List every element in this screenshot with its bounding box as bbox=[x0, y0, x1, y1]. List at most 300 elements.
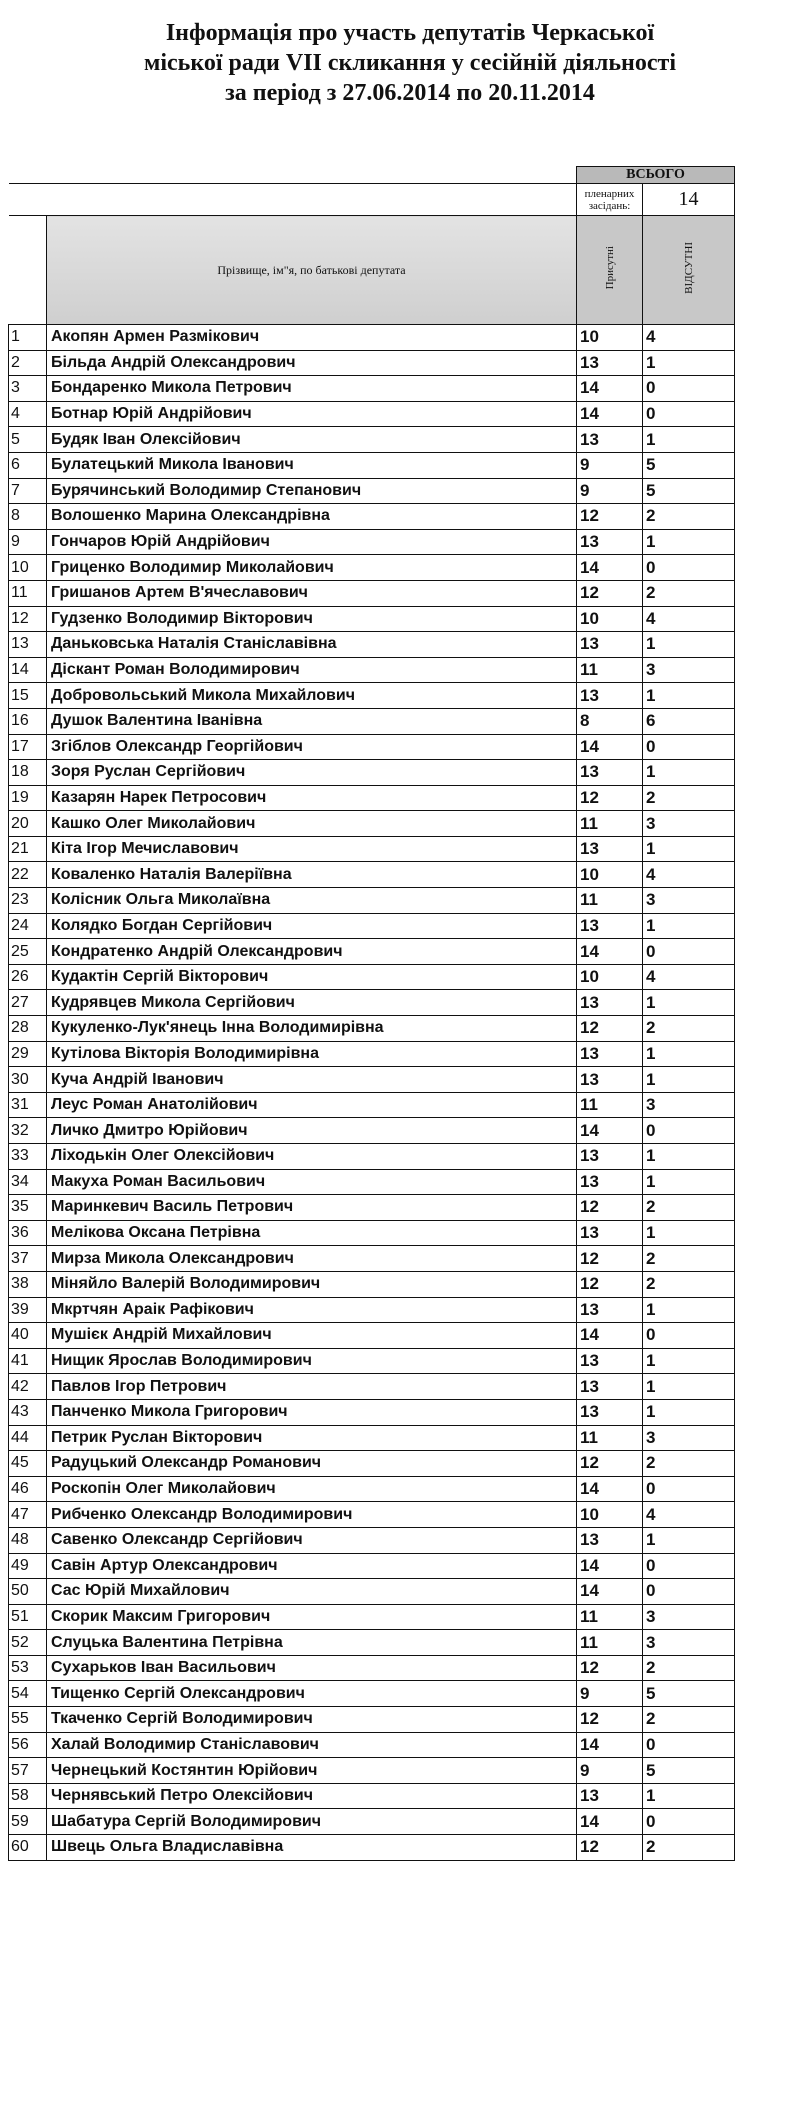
deputy-name: Личко Дмитро Юрійович bbox=[47, 1118, 577, 1144]
present-count: 13 bbox=[577, 683, 643, 709]
row-number: 47 bbox=[9, 1502, 47, 1528]
absent-count: 1 bbox=[643, 632, 735, 658]
deputy-name: Савенко Олександр Сергійович bbox=[47, 1527, 577, 1553]
table-row bbox=[9, 1144, 735, 1170]
table-row bbox=[9, 580, 735, 606]
absent-count: 0 bbox=[643, 376, 735, 402]
deputy-name: Колядко Богдан Сергійович bbox=[47, 913, 577, 939]
present-count: 9 bbox=[577, 478, 643, 504]
deputy-name: Бурячинський Володимир Степанович bbox=[47, 478, 577, 504]
row-number: 29 bbox=[9, 1041, 47, 1067]
absent-column-header bbox=[643, 216, 735, 325]
absent-count: 2 bbox=[643, 785, 735, 811]
row-number: 57 bbox=[9, 1758, 47, 1784]
deputy-name: Гриценко Володимир Миколайович bbox=[47, 555, 577, 581]
present-count: 9 bbox=[577, 452, 643, 478]
row-number: 8 bbox=[9, 504, 47, 530]
table-row bbox=[9, 990, 735, 1016]
absent-count: 5 bbox=[643, 478, 735, 504]
table-row bbox=[9, 427, 735, 453]
deputy-name: Ліходькін Олег Олексійович bbox=[47, 1144, 577, 1170]
row-number: 36 bbox=[9, 1220, 47, 1246]
header-spacer bbox=[47, 167, 577, 184]
row-number: 11 bbox=[9, 580, 47, 606]
table-row bbox=[9, 785, 735, 811]
table-row bbox=[9, 939, 735, 965]
table-row bbox=[9, 760, 735, 786]
table-row bbox=[9, 1758, 735, 1784]
table-row bbox=[9, 1323, 735, 1349]
row-number: 59 bbox=[9, 1809, 47, 1835]
row-number: 39 bbox=[9, 1297, 47, 1323]
absent-count: 0 bbox=[643, 1476, 735, 1502]
table-row bbox=[9, 1425, 735, 1451]
table-row bbox=[9, 964, 735, 990]
deputy-name: Павлов Ігор Петрович bbox=[47, 1374, 577, 1400]
deputy-name: Леус Роман Анатолійович bbox=[47, 1092, 577, 1118]
present-column-header bbox=[577, 216, 643, 325]
deputy-name: Кашко Олег Миколайович bbox=[47, 811, 577, 837]
row-number: 25 bbox=[9, 939, 47, 965]
present-count: 10 bbox=[577, 606, 643, 632]
deputy-name: Савін Артур Олександрович bbox=[47, 1553, 577, 1579]
deputy-name: Ботнар Юрій Андрійович bbox=[47, 401, 577, 427]
row-number: 55 bbox=[9, 1707, 47, 1733]
absent-count: 2 bbox=[643, 1707, 735, 1733]
present-count: 13 bbox=[577, 836, 643, 862]
present-count: 14 bbox=[577, 376, 643, 402]
present-count: 14 bbox=[577, 1553, 643, 1579]
present-count: 12 bbox=[577, 1271, 643, 1297]
row-number: 60 bbox=[9, 1835, 47, 1861]
row-number: 48 bbox=[9, 1527, 47, 1553]
row-number: 23 bbox=[9, 888, 47, 914]
deputy-name: Куча Андрій Іванович bbox=[47, 1067, 577, 1093]
table-row bbox=[9, 1297, 735, 1323]
row-number: 3 bbox=[9, 376, 47, 402]
deputy-name: Волошенко Марина Олександрівна bbox=[47, 504, 577, 530]
row-number: 44 bbox=[9, 1425, 47, 1451]
header-spacer bbox=[9, 167, 47, 184]
absent-count: 2 bbox=[643, 1451, 735, 1477]
absent-count: 3 bbox=[643, 1092, 735, 1118]
row-number: 40 bbox=[9, 1323, 47, 1349]
table-row bbox=[9, 606, 735, 632]
row-number: 10 bbox=[9, 555, 47, 581]
absent-count: 1 bbox=[643, 427, 735, 453]
row-number: 17 bbox=[9, 734, 47, 760]
row-number: 35 bbox=[9, 1195, 47, 1221]
deputy-name: Будяк Іван Олексійович bbox=[47, 427, 577, 453]
absent-count: 1 bbox=[643, 1374, 735, 1400]
present-count: 13 bbox=[577, 1220, 643, 1246]
deputy-name: Швець Ольга Владиславівна bbox=[47, 1835, 577, 1861]
deputy-name: Петрик Руслан Вікторович bbox=[47, 1425, 577, 1451]
absent-count: 0 bbox=[643, 1732, 735, 1758]
row-number: 43 bbox=[9, 1399, 47, 1425]
absent-count: 0 bbox=[643, 401, 735, 427]
row-number: 6 bbox=[9, 452, 47, 478]
table-row bbox=[9, 1835, 735, 1861]
absent-count: 0 bbox=[643, 1809, 735, 1835]
present-count: 13 bbox=[577, 1144, 643, 1170]
row-number: 27 bbox=[9, 990, 47, 1016]
row-number: 41 bbox=[9, 1348, 47, 1374]
absent-count: 3 bbox=[643, 811, 735, 837]
name-column-header: Прізвище, ім"я, по батькові депутата bbox=[47, 216, 577, 325]
absent-count: 1 bbox=[643, 836, 735, 862]
row-number: 16 bbox=[9, 708, 47, 734]
present-count: 14 bbox=[577, 1809, 643, 1835]
table-row bbox=[9, 452, 735, 478]
deputy-name: Казарян Нарек Петросович bbox=[47, 785, 577, 811]
table-row bbox=[9, 1399, 735, 1425]
present-count: 14 bbox=[577, 1118, 643, 1144]
absent-count: 2 bbox=[643, 1655, 735, 1681]
present-count: 14 bbox=[577, 555, 643, 581]
table-row bbox=[9, 1041, 735, 1067]
present-count: 10 bbox=[577, 964, 643, 990]
table-row bbox=[9, 734, 735, 760]
deputy-name: Маринкевич Василь Петрович bbox=[47, 1195, 577, 1221]
present-count: 12 bbox=[577, 785, 643, 811]
deputy-name: Скорик Максим Григорович bbox=[47, 1604, 577, 1630]
deputy-name: Акопян Армен Размікович bbox=[47, 325, 577, 351]
absent-count: 5 bbox=[643, 452, 735, 478]
row-number: 5 bbox=[9, 427, 47, 453]
deputy-name: Коваленко Наталія Валеріївна bbox=[47, 862, 577, 888]
present-count: 14 bbox=[577, 1579, 643, 1605]
total-header: ВСЬОГО bbox=[577, 167, 735, 184]
absent-count: 1 bbox=[643, 1169, 735, 1195]
table-row bbox=[9, 1527, 735, 1553]
present-count: 14 bbox=[577, 939, 643, 965]
row-number: 2 bbox=[9, 350, 47, 376]
present-count: 13 bbox=[577, 350, 643, 376]
absent-count: 3 bbox=[643, 888, 735, 914]
deputy-name: Кондратенко Андрій Олександрович bbox=[47, 939, 577, 965]
deputy-name: Колісник Ольга Миколаївна bbox=[47, 888, 577, 914]
deputy-name: Зоря Руслан Сергійович bbox=[47, 760, 577, 786]
deputy-name: Добровольський Микола Михайлович bbox=[47, 683, 577, 709]
row-number: 31 bbox=[9, 1092, 47, 1118]
absent-count: 1 bbox=[643, 1348, 735, 1374]
title-line-2: міської ради VII скликання у сесійній діяльності bbox=[144, 50, 676, 76]
absent-count: 1 bbox=[643, 1297, 735, 1323]
deputy-name: Гудзенко Володимир Вікторович bbox=[47, 606, 577, 632]
number-column-header bbox=[9, 216, 47, 325]
present-count: 10 bbox=[577, 325, 643, 351]
present-count: 11 bbox=[577, 1630, 643, 1656]
absent-count: 1 bbox=[643, 1783, 735, 1809]
present-count: 13 bbox=[577, 1348, 643, 1374]
table-row bbox=[9, 1195, 735, 1221]
table-row bbox=[9, 1809, 735, 1835]
present-count: 12 bbox=[577, 1655, 643, 1681]
row-number: 1 bbox=[9, 325, 47, 351]
plenary-count: 14 bbox=[643, 184, 735, 216]
deputy-name: Сас Юрій Михайлович bbox=[47, 1579, 577, 1605]
row-number: 19 bbox=[9, 785, 47, 811]
table-row bbox=[9, 1553, 735, 1579]
present-count: 13 bbox=[577, 1783, 643, 1809]
row-number: 21 bbox=[9, 836, 47, 862]
deputy-name: Мелікова Оксана Петрівна bbox=[47, 1220, 577, 1246]
present-count: 13 bbox=[577, 632, 643, 658]
table-row bbox=[9, 1604, 735, 1630]
present-count: 13 bbox=[577, 1169, 643, 1195]
present-count: 9 bbox=[577, 1758, 643, 1784]
absent-count: 4 bbox=[643, 862, 735, 888]
table-row bbox=[9, 1655, 735, 1681]
deputy-name: Душок Валентина Іванівна bbox=[47, 708, 577, 734]
absent-count: 1 bbox=[643, 990, 735, 1016]
table-row bbox=[9, 836, 735, 862]
table-row bbox=[9, 529, 735, 555]
absent-count: 2 bbox=[643, 1016, 735, 1042]
present-count: 12 bbox=[577, 1246, 643, 1272]
table-row bbox=[9, 1092, 735, 1118]
row-number: 30 bbox=[9, 1067, 47, 1093]
deputy-name: Мкртчян Араік Рафікович bbox=[47, 1297, 577, 1323]
table-row bbox=[9, 1016, 735, 1042]
deputy-name: Чернявський Петро Олексійович bbox=[47, 1783, 577, 1809]
present-count: 8 bbox=[577, 708, 643, 734]
deputy-name: Згіблов Олександр Георгійович bbox=[47, 734, 577, 760]
present-count: 12 bbox=[577, 1451, 643, 1477]
deputy-name: Булатецький Микола Іванович bbox=[47, 452, 577, 478]
table-row bbox=[9, 555, 735, 581]
absent-count: 2 bbox=[643, 504, 735, 530]
deputy-name: Кутілова Вікторія Володимирівна bbox=[47, 1041, 577, 1067]
present-column-label: Присутні bbox=[603, 245, 616, 290]
present-count: 11 bbox=[577, 1092, 643, 1118]
present-count: 12 bbox=[577, 504, 643, 530]
present-count: 13 bbox=[577, 1297, 643, 1323]
deputy-name: Нищик Ярослав Володимирович bbox=[47, 1348, 577, 1374]
deputy-name: Гончаров Юрій Андрійович bbox=[47, 529, 577, 555]
deputy-name: Кіта Ігор Мечиславович bbox=[47, 836, 577, 862]
absent-count: 0 bbox=[643, 1118, 735, 1144]
table-row bbox=[9, 708, 735, 734]
deputy-name: Ткаченко Сергій Володимирович bbox=[47, 1707, 577, 1733]
present-count: 14 bbox=[577, 734, 643, 760]
absent-count: 1 bbox=[643, 529, 735, 555]
present-count: 14 bbox=[577, 1732, 643, 1758]
row-number: 42 bbox=[9, 1374, 47, 1400]
present-count: 12 bbox=[577, 580, 643, 606]
table-row bbox=[9, 1067, 735, 1093]
table-row bbox=[9, 1502, 735, 1528]
present-count: 9 bbox=[577, 1681, 643, 1707]
table-row bbox=[9, 376, 735, 402]
present-count: 12 bbox=[577, 1016, 643, 1042]
deputy-name: Мирза Микола Олександрович bbox=[47, 1246, 577, 1272]
absent-count: 3 bbox=[643, 1425, 735, 1451]
row-number: 4 bbox=[9, 401, 47, 427]
absent-count: 3 bbox=[643, 657, 735, 683]
deputy-name: Макуха Роман Васильович bbox=[47, 1169, 577, 1195]
table-row bbox=[9, 1348, 735, 1374]
present-count: 11 bbox=[577, 811, 643, 837]
present-count: 10 bbox=[577, 862, 643, 888]
row-number: 33 bbox=[9, 1144, 47, 1170]
row-number: 38 bbox=[9, 1271, 47, 1297]
row-number: 46 bbox=[9, 1476, 47, 1502]
table-row bbox=[9, 888, 735, 914]
table-row bbox=[9, 811, 735, 837]
present-count: 12 bbox=[577, 1707, 643, 1733]
table-row bbox=[9, 1476, 735, 1502]
row-number: 56 bbox=[9, 1732, 47, 1758]
deputy-name: Діскант Роман Володимирович bbox=[47, 657, 577, 683]
deputy-name: Рибченко Олександр Володимирович bbox=[47, 1502, 577, 1528]
deputy-name: Кудрявцев Микола Сергійович bbox=[47, 990, 577, 1016]
deputy-name: Кукуленко-Лук'янець Інна Володимирівна bbox=[47, 1016, 577, 1042]
absent-count: 4 bbox=[643, 1502, 735, 1528]
row-number: 58 bbox=[9, 1783, 47, 1809]
absent-count: 5 bbox=[643, 1758, 735, 1784]
absent-count: 1 bbox=[643, 1041, 735, 1067]
header-spacer bbox=[47, 184, 577, 216]
row-number: 45 bbox=[9, 1451, 47, 1477]
absent-count: 5 bbox=[643, 1681, 735, 1707]
absent-count: 1 bbox=[643, 350, 735, 376]
absent-count: 1 bbox=[643, 1067, 735, 1093]
present-count: 11 bbox=[577, 1425, 643, 1451]
row-number: 49 bbox=[9, 1553, 47, 1579]
absent-count: 1 bbox=[643, 1220, 735, 1246]
table-row bbox=[9, 1118, 735, 1144]
table-row bbox=[9, 683, 735, 709]
deputy-name: Чернецький Костянтин Юрійович bbox=[47, 1758, 577, 1784]
attendance-table bbox=[8, 166, 735, 1861]
deputy-name: Сухарьков Іван Васильович bbox=[47, 1655, 577, 1681]
present-count: 13 bbox=[577, 1067, 643, 1093]
present-count: 11 bbox=[577, 1604, 643, 1630]
deputy-name: Бондаренко Микола Петрович bbox=[47, 376, 577, 402]
table-row bbox=[9, 1707, 735, 1733]
table-row bbox=[9, 325, 735, 351]
absent-count: 3 bbox=[643, 1630, 735, 1656]
row-number: 52 bbox=[9, 1630, 47, 1656]
absent-count: 1 bbox=[643, 1144, 735, 1170]
absent-count: 1 bbox=[643, 1399, 735, 1425]
present-count: 13 bbox=[577, 990, 643, 1016]
absent-count: 4 bbox=[643, 964, 735, 990]
deputy-name: Халай Володимир Станіславович bbox=[47, 1732, 577, 1758]
row-number: 14 bbox=[9, 657, 47, 683]
table-row bbox=[9, 657, 735, 683]
present-count: 10 bbox=[577, 1502, 643, 1528]
deputy-name: Більда Андрій Олександрович bbox=[47, 350, 577, 376]
present-count: 13 bbox=[577, 529, 643, 555]
present-count: 13 bbox=[577, 913, 643, 939]
absent-count: 0 bbox=[643, 1579, 735, 1605]
present-count: 13 bbox=[577, 1374, 643, 1400]
table-row bbox=[9, 1681, 735, 1707]
present-count: 13 bbox=[577, 760, 643, 786]
present-count: 13 bbox=[577, 1399, 643, 1425]
row-number: 12 bbox=[9, 606, 47, 632]
header-spacer bbox=[9, 184, 47, 216]
deputy-name: Мушієк Андрій Михайлович bbox=[47, 1323, 577, 1349]
absent-count: 2 bbox=[643, 1195, 735, 1221]
document-title bbox=[60, 18, 760, 108]
deputy-name: Міняйло Валерій Володимирович bbox=[47, 1271, 577, 1297]
row-number: 15 bbox=[9, 683, 47, 709]
table-row bbox=[9, 913, 735, 939]
absent-count: 4 bbox=[643, 325, 735, 351]
table-row bbox=[9, 1374, 735, 1400]
absent-count: 3 bbox=[643, 1604, 735, 1630]
present-count: 13 bbox=[577, 1041, 643, 1067]
row-number: 53 bbox=[9, 1655, 47, 1681]
present-count: 12 bbox=[577, 1195, 643, 1221]
table-row bbox=[9, 862, 735, 888]
table-row bbox=[9, 401, 735, 427]
table-row bbox=[9, 350, 735, 376]
absent-count: 0 bbox=[643, 1553, 735, 1579]
title-line-3: за період з 27.06.2014 по 20.11.2014 bbox=[225, 80, 595, 106]
present-count: 13 bbox=[577, 427, 643, 453]
absent-count: 2 bbox=[643, 1835, 735, 1861]
table-row bbox=[9, 1630, 735, 1656]
deputy-name: Радуцький Олександр Романович bbox=[47, 1451, 577, 1477]
absent-column-label: ВІДСУТНІ bbox=[682, 241, 695, 294]
row-number: 28 bbox=[9, 1016, 47, 1042]
table-row bbox=[9, 1220, 735, 1246]
absent-count: 0 bbox=[643, 734, 735, 760]
absent-count: 2 bbox=[643, 1271, 735, 1297]
plenary-label: пленарних засідань: bbox=[577, 184, 643, 216]
deputy-name: Панченко Микола Григорович bbox=[47, 1399, 577, 1425]
present-count: 13 bbox=[577, 1527, 643, 1553]
deputy-name: Гришанов Артем В'ячеславович bbox=[47, 580, 577, 606]
row-number: 13 bbox=[9, 632, 47, 658]
deputy-name: Даньковська Наталія Станіславівна bbox=[47, 632, 577, 658]
row-number: 37 bbox=[9, 1246, 47, 1272]
absent-count: 0 bbox=[643, 939, 735, 965]
absent-count: 0 bbox=[643, 1323, 735, 1349]
table-row bbox=[9, 1451, 735, 1477]
row-number: 9 bbox=[9, 529, 47, 555]
table-row bbox=[9, 478, 735, 504]
row-number: 20 bbox=[9, 811, 47, 837]
deputy-name: Кудактін Сергій Вікторович bbox=[47, 964, 577, 990]
absent-count: 2 bbox=[643, 1246, 735, 1272]
row-number: 54 bbox=[9, 1681, 47, 1707]
present-count: 14 bbox=[577, 1476, 643, 1502]
absent-count: 4 bbox=[643, 606, 735, 632]
table-row bbox=[9, 1783, 735, 1809]
row-number: 32 bbox=[9, 1118, 47, 1144]
table-row bbox=[9, 632, 735, 658]
row-number: 26 bbox=[9, 964, 47, 990]
table-row bbox=[9, 504, 735, 530]
deputy-name: Слуцька Валентина Петрівна bbox=[47, 1630, 577, 1656]
present-count: 12 bbox=[577, 1835, 643, 1861]
absent-count: 0 bbox=[643, 555, 735, 581]
title-line-1: Інформація про участь депутатів Черкаської bbox=[165, 20, 655, 46]
absent-count: 1 bbox=[643, 913, 735, 939]
absent-count: 2 bbox=[643, 580, 735, 606]
present-count: 14 bbox=[577, 401, 643, 427]
row-number: 18 bbox=[9, 760, 47, 786]
absent-count: 1 bbox=[643, 683, 735, 709]
table-row bbox=[9, 1732, 735, 1758]
row-number: 24 bbox=[9, 913, 47, 939]
